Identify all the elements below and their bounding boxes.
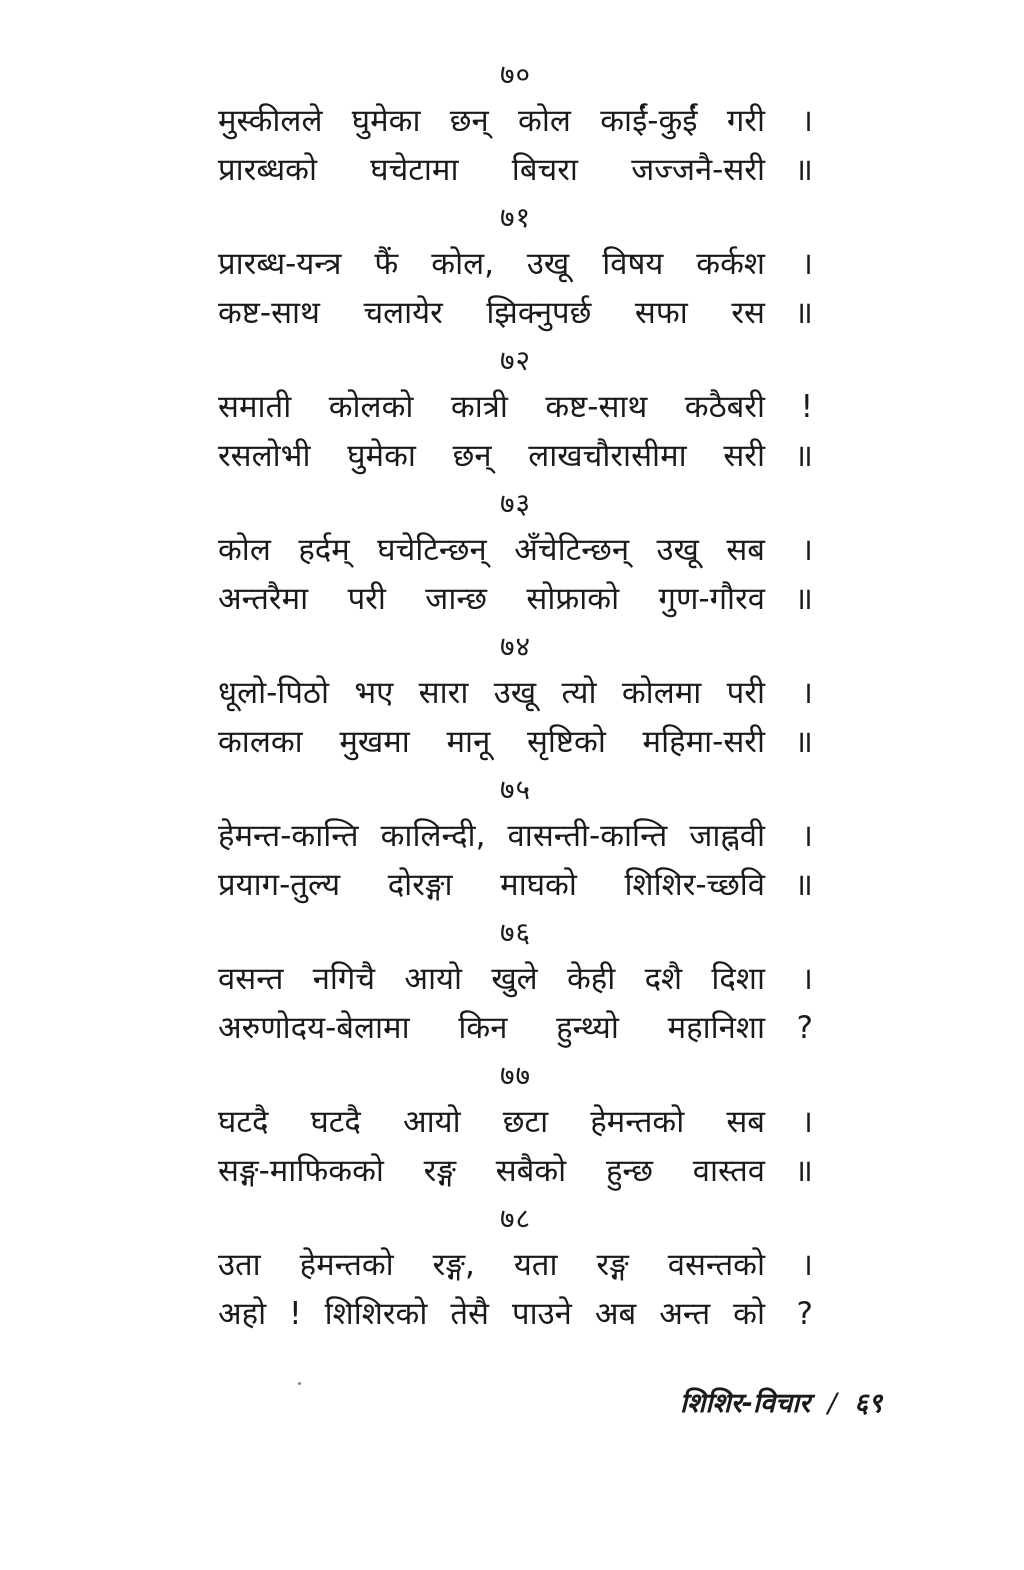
verse-line-punct: । bbox=[801, 961, 813, 997]
verse-line bbox=[218, 289, 813, 338]
verse-line bbox=[218, 1098, 813, 1147]
verse-line bbox=[218, 240, 813, 289]
verse-number: ७० bbox=[499, 58, 532, 91]
verse-line-text: रसलोभी घुमेका छन् लाखचौरासीमा सरी bbox=[218, 438, 765, 474]
verse-line-text: अन्तरैमा परी जान्छ सोफ्राको गुण-गौरव bbox=[218, 581, 765, 617]
verse bbox=[218, 624, 813, 767]
verse-line-punct: ? bbox=[796, 1010, 813, 1046]
verse-line bbox=[218, 1004, 813, 1053]
verse-line-punct: । bbox=[801, 532, 813, 568]
verse-line bbox=[218, 575, 813, 624]
verse-line bbox=[218, 718, 813, 767]
verse-line-text: सङ्ग-माफिकको रङ्ग सबैको हुन्छ वास्तव bbox=[218, 1153, 765, 1189]
verse-line-punct: ॥ bbox=[794, 295, 813, 331]
verse bbox=[218, 52, 813, 195]
page-footer bbox=[680, 1383, 940, 1420]
verse-line bbox=[218, 383, 813, 432]
verse-line-punct: ॥ bbox=[794, 867, 813, 903]
verse-line-punct: ॥ bbox=[794, 1153, 813, 1189]
verse-list bbox=[218, 52, 813, 1339]
verse bbox=[218, 1196, 813, 1339]
running-title: शिशिर-विचार bbox=[680, 1388, 811, 1419]
verse-line bbox=[218, 955, 813, 1004]
verse-line-punct: ॥ bbox=[794, 438, 813, 474]
verse-line bbox=[218, 146, 813, 195]
verse-line-text: समाती कोलको कात्री कष्ट-साथ कठैबरी bbox=[218, 389, 765, 425]
verse-line-text: प्रयाग-तुल्य दोरङ्गा माघको शिशिर-च्छवि bbox=[218, 867, 765, 903]
verse-line-punct: ! bbox=[800, 389, 813, 425]
verse-line bbox=[218, 812, 813, 861]
verse-number: ७८ bbox=[499, 1202, 532, 1235]
verse-line-punct: ॥ bbox=[794, 152, 813, 188]
verse-line-punct: ? bbox=[796, 1296, 813, 1332]
verse bbox=[218, 767, 813, 910]
verse-number: ७६ bbox=[499, 916, 532, 949]
verse-line-text: धूलो-पिठो भए सारा उखू त्यो कोलमा परी bbox=[218, 675, 765, 711]
verse-line-punct: । bbox=[801, 1247, 813, 1283]
verse-line-text: कष्ट-साथ चलायेर झिक्नुपर्छ सफा रस bbox=[218, 295, 765, 331]
verse-line-text: अरुणोदय-बेलामा किन हुन्थ्यो महानिशा bbox=[218, 1010, 765, 1046]
verse bbox=[218, 1053, 813, 1196]
verse-line-text: कालका मुखमा मानू सृष्टिको महिमा-सरी bbox=[218, 724, 765, 760]
verse-line-text: कोल हर्दम् घचेटिन्छन् अँचेटिन्छन् उखू सब bbox=[218, 532, 765, 568]
verse-line-text: अहो ! शिशिरको तेसै पाउने अब अन्त को bbox=[218, 1296, 765, 1332]
verse-line bbox=[218, 1241, 813, 1290]
verse-line-text: प्रारब्ध-यन्त्र फैं कोल, उखू विषय कर्कश bbox=[218, 246, 765, 282]
footer-separator: / bbox=[827, 1388, 837, 1419]
verse-line bbox=[218, 97, 813, 146]
verse-number: ७५ bbox=[499, 773, 532, 806]
verse-number: ७४ bbox=[499, 630, 532, 663]
verse-number: ७२ bbox=[499, 344, 532, 377]
verse-line-punct: । bbox=[801, 675, 813, 711]
verse-line-punct: । bbox=[801, 103, 813, 139]
verse-line-text: प्रारब्धको घचेटामा बिचरा जज्जनै-सरी bbox=[218, 152, 765, 188]
verse-line-punct: । bbox=[801, 246, 813, 282]
verse-line-punct: । bbox=[801, 818, 813, 854]
print-speck bbox=[298, 1382, 301, 1385]
verse-line bbox=[218, 526, 813, 575]
verse-line-text: घटदै घटदै आयो छटा हेमन्तको सब bbox=[218, 1104, 765, 1140]
verse-line-punct: ॥ bbox=[794, 724, 813, 760]
page-number: ६९ bbox=[854, 1388, 883, 1419]
verse-line bbox=[218, 669, 813, 718]
verse-number: ७३ bbox=[499, 487, 532, 520]
verse-line-text: वसन्त नगिचै आयो खुले केही दशै दिशा bbox=[218, 961, 765, 997]
verse-number: ७१ bbox=[499, 201, 532, 234]
verse-line-text: उता हेमन्तको रङ्ग, यता रङ्ग वसन्तको bbox=[218, 1247, 765, 1283]
verse-line bbox=[218, 1290, 813, 1339]
verse bbox=[218, 338, 813, 481]
verse-line-punct: ॥ bbox=[794, 581, 813, 617]
verse-line bbox=[218, 432, 813, 481]
verse-line-text: हेमन्त-कान्ति कालिन्दी, वासन्ती-कान्ति जाह्नवी bbox=[218, 818, 765, 854]
verse-number: ७७ bbox=[499, 1059, 532, 1092]
verse bbox=[218, 195, 813, 338]
verse-line bbox=[218, 1147, 813, 1196]
verse bbox=[218, 481, 813, 624]
verse-line-text: मुस्कीलले घुमेका छन् कोल काईं-कुईं गरी bbox=[218, 103, 765, 139]
verse-line bbox=[218, 861, 813, 910]
verse-line-punct: । bbox=[801, 1104, 813, 1140]
verse bbox=[218, 910, 813, 1053]
